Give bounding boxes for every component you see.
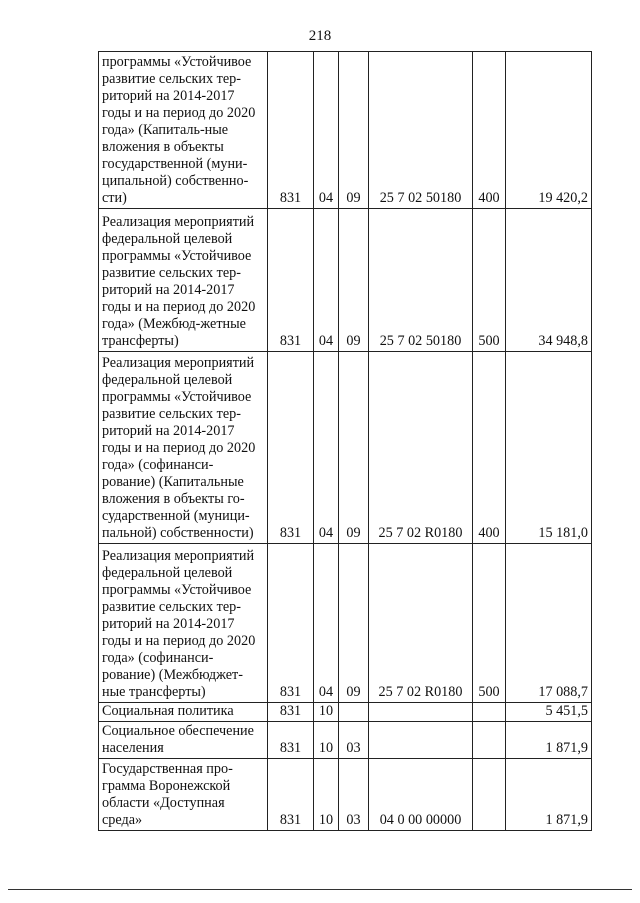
- row-subsection: 09: [339, 209, 369, 352]
- budget-table: [98, 51, 592, 831]
- row-target-article: 25 7 02 50180: [369, 52, 473, 209]
- row-target-article: [369, 722, 473, 759]
- row-target-article: 25 7 02 R0180: [369, 352, 473, 544]
- table-row: [99, 544, 592, 703]
- row-expense-type: 400: [473, 52, 506, 209]
- table-row: [99, 703, 592, 722]
- row-sum: 34 948,8: [506, 209, 592, 352]
- row-target-article: 25 7 02 50180: [369, 209, 473, 352]
- row-subsection: 03: [339, 759, 369, 831]
- row-expense-type: 500: [473, 209, 506, 352]
- row-section: 04: [314, 544, 339, 703]
- row-grbs: 831: [268, 722, 314, 759]
- row-subsection: 03: [339, 722, 369, 759]
- row-grbs: 831: [268, 209, 314, 352]
- page-number: 218: [308, 28, 332, 44]
- row-subsection: [339, 703, 369, 722]
- row-name: Социальная политика: [99, 703, 268, 722]
- row-subsection: 09: [339, 52, 369, 209]
- table-row: [99, 352, 592, 544]
- table-row: [99, 722, 592, 759]
- row-name: Социальное обеспечение населения: [99, 722, 268, 759]
- row-section: 04: [314, 52, 339, 209]
- row-target-article: 25 7 02 R0180: [369, 544, 473, 703]
- row-target-article: [369, 703, 473, 722]
- row-grbs: 831: [268, 759, 314, 831]
- row-section: 10: [314, 759, 339, 831]
- table-row: [99, 759, 592, 831]
- row-section: 04: [314, 352, 339, 544]
- row-section: 10: [314, 703, 339, 722]
- row-target-article: 04 0 00 00000: [369, 759, 473, 831]
- row-expense-type: [473, 703, 506, 722]
- row-expense-type: 500: [473, 544, 506, 703]
- row-name: Реализация мероприятий федеральной целевой программы «Устойчивое развитие сельских тер-риторий на 2014-2017 годы и на период до 2020 года» (софинанси-рование) (Капитальные вложения в объекты го-сударственной (муници-пальной) собственности): [99, 352, 268, 544]
- row-grbs: 831: [268, 352, 314, 544]
- row-section: 10: [314, 722, 339, 759]
- row-name: программы «Устойчивое развитие сельских тер-риторий на 2014-2017 годы и на период до 2020 года» (Капиталь-ные вложения в объекты государственной (муни-ципальной) собственно-сти): [99, 52, 268, 209]
- row-expense-type: 400: [473, 352, 506, 544]
- row-sum: 1 871,9: [506, 759, 592, 831]
- table-row: [99, 52, 592, 209]
- row-expense-type: [473, 759, 506, 831]
- row-sum: 17 088,7: [506, 544, 592, 703]
- row-sum: 1 871,9: [506, 722, 592, 759]
- row-grbs: 831: [268, 52, 314, 209]
- row-expense-type: [473, 722, 506, 759]
- row-name: Реализация мероприятий федеральной целевой программы «Устойчивое развитие сельских тер-риторий на 2014-2017 годы и на период до 2020 года» (Межбюд-жетные трансферты): [99, 209, 268, 352]
- row-sum: 5 451,5: [506, 703, 592, 722]
- row-name: Реализация мероприятий федеральной целевой программы «Устойчивое развитие сельских тер-риторий на 2014-2017 годы и на период до 2020 года» (софинанси-рование) (Межбюджет-ные трансферты): [99, 544, 268, 703]
- row-grbs: 831: [268, 703, 314, 722]
- row-sum: 15 181,0: [506, 352, 592, 544]
- footer-divider: [8, 889, 632, 890]
- row-subsection: 09: [339, 352, 369, 544]
- row-section: 04: [314, 209, 339, 352]
- row-subsection: 09: [339, 544, 369, 703]
- table-row: [99, 209, 592, 352]
- row-name: Государственная про-грамма Воронежской области «Доступная среда»: [99, 759, 268, 831]
- row-grbs: 831: [268, 544, 314, 703]
- row-sum: 19 420,2: [506, 52, 592, 209]
